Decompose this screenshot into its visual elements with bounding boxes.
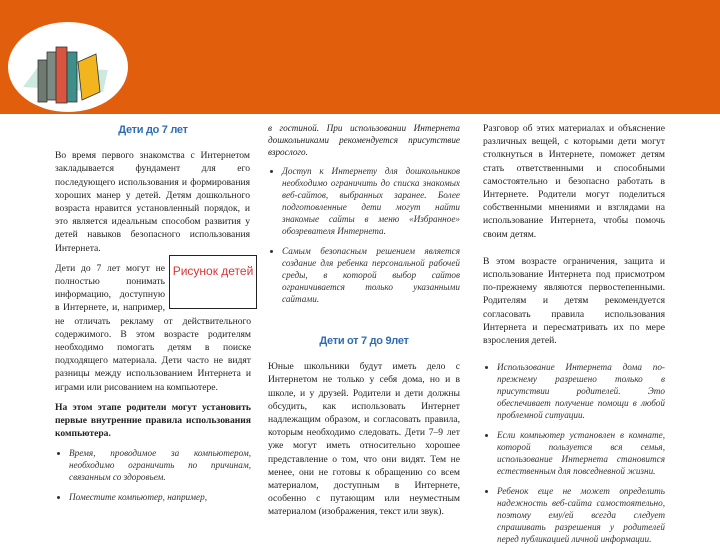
column-3 — [483, 122, 665, 553]
logo-oval — [8, 22, 128, 112]
paragraph: В этом возрасте ограничения, защита и использование Интернета под присмотром по-прежнему являются первостепенными. Родителям и детям рекомендуется согласовать правила использования Интернета и пересматривать их по мере взросления детей. — [483, 255, 665, 347]
children-image-placeholder: Рисунок детей — [169, 255, 257, 309]
column-1 — [55, 114, 254, 511]
list-item: • Поместите компьютер, например, — [69, 491, 251, 503]
list-item: • Ребенок еще не может определить надежность веб-сайта самостоятельно, поэтому ему/ей всегда следует спрашивать разрешения у родителей перед публикацией личной информации. — [497, 485, 665, 545]
bullet-list — [268, 165, 460, 305]
list-item: • Доступ к Интернету для дошкольников необходимо ограничить до списка знакомых веб-сайтов, выбранных заранее. Более подготовленные дети могут найти знакомые сайты в меню «Избранное» обозревателя Интернета. — [282, 165, 460, 237]
paragraph: Во время первого знакомства с Интернетом закладывается фундамент для его последующего использования и формирования хороших манер у детей. Детям дошкольного возраста нравится установленный порядок, и это является идеальным способом развития у детей навыков безопасного использования Интернета. — [55, 150, 250, 254]
column-2 — [268, 122, 460, 526]
bullet-list — [483, 361, 665, 545]
heading-7-to-9: Дети от 7 до 9лет — [319, 335, 409, 347]
list-item: • Время, проводимое за компьютером, необходимо ограничить по причинам, связанным со здоровьем. — [69, 447, 251, 483]
list-item: • Использование Интернета дома по-прежнему разрешено только в присутствии родителей. Это обеспечивает получение помощи в любой проблемной ситуации. — [497, 361, 665, 421]
list-item: • Самым безопасным решением является создание для ребенка персональной рабочей среды, в которой выбор сайтов ограничивается только указанными сайтами. — [282, 245, 460, 305]
books-icon — [8, 22, 128, 112]
paragraph: Юные школьники будут иметь дело с Интернетом не только у себя дома, но и в школе, и у друзей. Родители и дети должны обсудить, как использовать Интернет надлежащим образом, и согласовать правила, которым необходимо следовать. Дети 7–9 лет уже могут иметь относительно хорошее представление о том, что они видят. Тем не менее, они не готовы к обращению со всем материалом, доступным в Интернете, особенно с путающим или неуместным материалом (изображения, текст или звук). — [268, 361, 460, 518]
paragraph: Разговор об этих материалах и объяснение различных вещей, с которыми дети могут столкнуться в Интернете, поможет детям стать ответственными и способными самостоятельно и безопасно работать в Интернете. Родители могут поделиться собственными мнениями и взглядами на использование Интернета, чтобы помочь своим детям. — [483, 123, 665, 240]
document-page — [45, 114, 665, 545]
paragraph-bold: На этом этапе родители могут установить первые внутренние правила использования компьютера. — [55, 401, 251, 440]
heading-under-7: Дети до 7 лет — [118, 124, 188, 136]
bullet-list — [55, 447, 251, 503]
paragraph: в гостиной. При использовании Интернета дошкольниками рекомендуется присутствие взрослого. — [268, 123, 460, 157]
list-item: • Если компьютер установлен в комнате, которой пользуется вся семья, использование Интернета становится естественным для повседневной жизни. — [497, 429, 665, 477]
paragraph: Дети до 7 лет могут не полностью понимать информацию, доступную в Интернете, и, например, не отличать рекламу от действительного содержимого. В этом возрасте родителям необходимо помогать детям в поиске подходящего материала. Дети часто не видят разницы между использованием Интернета и играми или рисованием на компьютере. — [55, 262, 251, 393]
